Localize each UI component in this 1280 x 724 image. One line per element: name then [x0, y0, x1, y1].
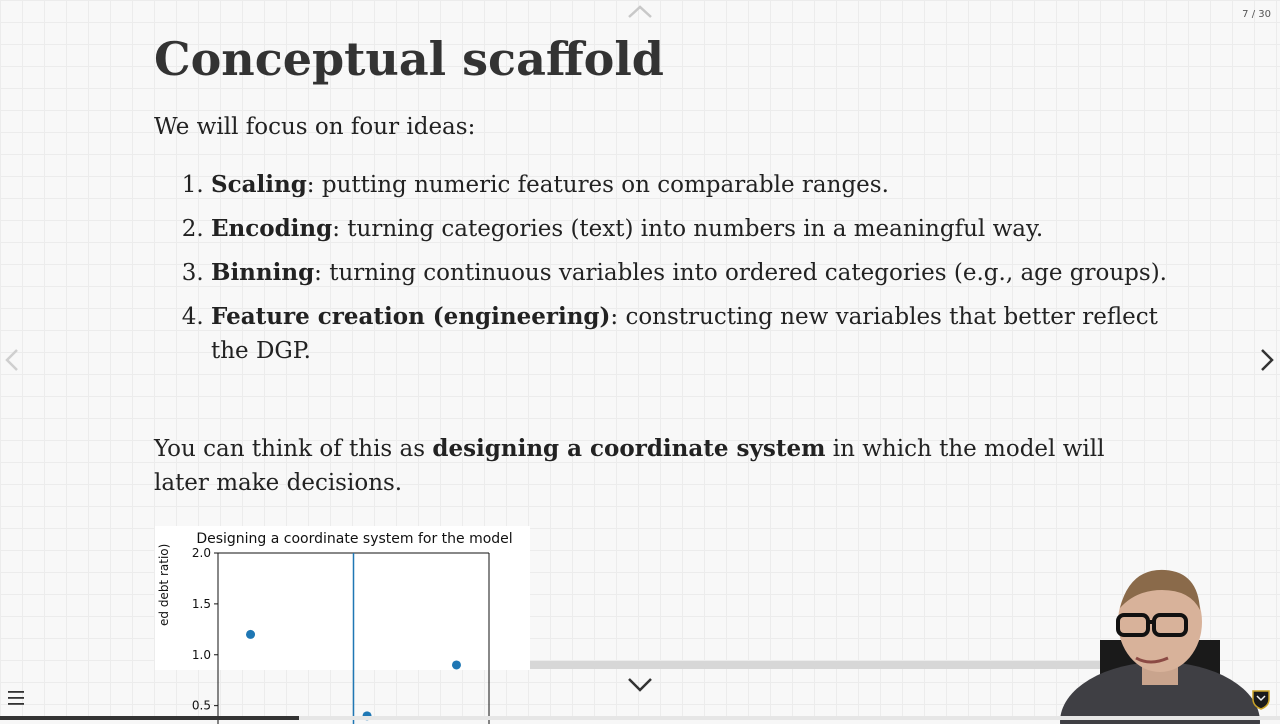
closing-text-pre: You can think of this as [154, 436, 433, 462]
horizontal-scrollbar[interactable] [530, 661, 1100, 669]
slide-title: Conceptual scaffold [154, 32, 664, 86]
chevron-up-icon[interactable] [626, 2, 654, 20]
idea-description: : turning categories (text) into numbers in a meaningful way. [332, 216, 1044, 242]
chart-point [246, 630, 255, 639]
chart-y-tick-label: 0.5 [191, 698, 211, 713]
idea-term: Scaling [211, 171, 307, 198]
slide-counter: 7 / 30 [1242, 9, 1271, 20]
chart-plot [155, 526, 530, 713]
slide-progress-fill [0, 716, 299, 720]
chart-point [452, 660, 461, 669]
list-item [211, 212, 1171, 246]
chart-y-tick-label: 1.0 [191, 647, 211, 662]
idea-description: : constructing new variables that better reflect the DGP. [211, 304, 1158, 364]
presenter-webcam [1050, 560, 1280, 720]
slide-progress-bar [0, 716, 1280, 720]
list-item [211, 168, 1171, 202]
intro-text: We will focus on four ideas: [154, 114, 476, 140]
chevron-down-icon[interactable] [626, 674, 654, 696]
list-item [211, 300, 1171, 368]
list-item [211, 256, 1171, 290]
idea-description: : putting numeric features on comparable ranges. [306, 172, 889, 198]
ideas-list [154, 168, 1171, 378]
chevron-left-icon[interactable] [2, 345, 22, 375]
idea-term: Feature creation (engineering) [211, 303, 611, 330]
closing-text-bold: designing a coordinate system [432, 435, 826, 462]
chevron-right-icon[interactable] [1257, 345, 1277, 375]
hamburger-menu-icon[interactable] [6, 688, 28, 708]
shield-logo-icon [1251, 688, 1271, 710]
coordinate-chart-figure [155, 526, 530, 713]
closing-paragraph [154, 432, 1144, 500]
idea-term: Encoding [211, 215, 333, 242]
idea-description: : turning continuous variables into ordered categories (e.g., age groups). [314, 260, 1167, 286]
chart-y-tick-label: 2.0 [191, 546, 211, 560]
idea-term: Binning [211, 259, 315, 286]
closing-text-post: in which the model will later make decisions. [154, 436, 1105, 496]
chart-ylabel: ed debt ratio) [157, 543, 171, 626]
chart-title: Designing a coordinate system for the model [196, 531, 513, 547]
presenter-silhouette [1050, 560, 1280, 720]
chart-y-tick-label: 1.5 [191, 596, 211, 611]
